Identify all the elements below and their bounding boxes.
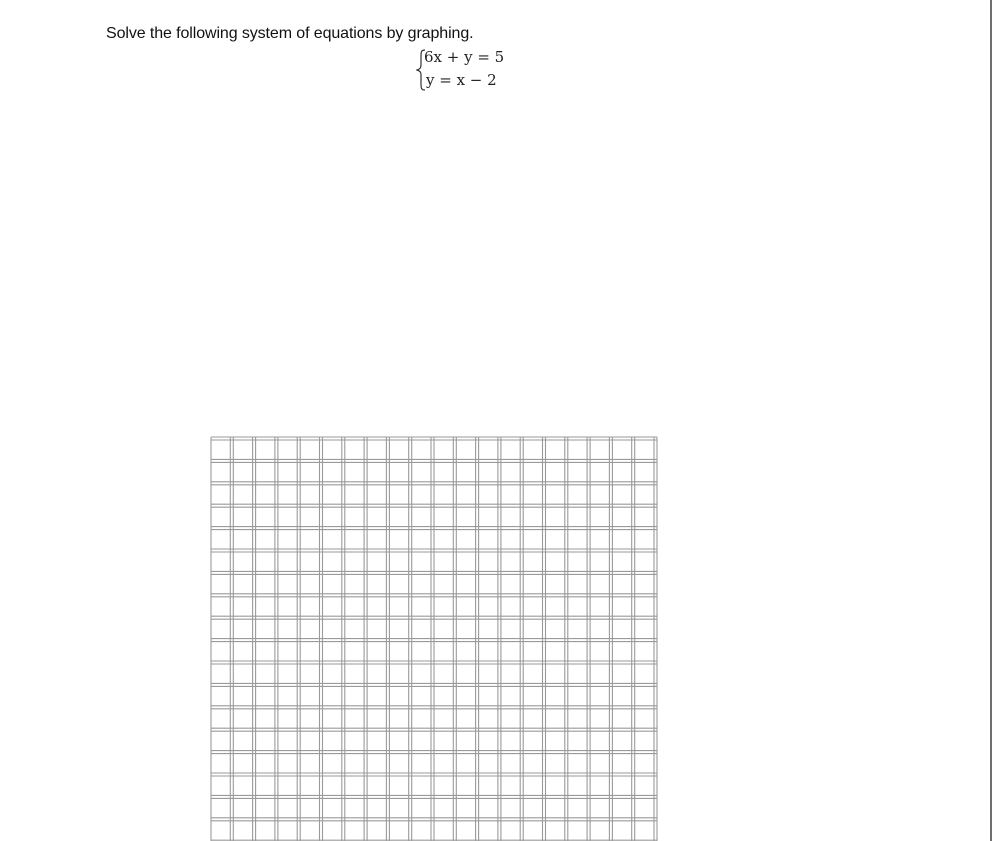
graph-grid: [210, 436, 659, 841]
equation-system: [416, 47, 526, 93]
equation-1: 6x + y = 5: [424, 48, 505, 66]
problem-instruction: Solve the following system of equations by graphing.: [106, 25, 474, 42]
equation-2: y = x − 2: [426, 71, 497, 89]
page-edge: [990, 0, 992, 841]
